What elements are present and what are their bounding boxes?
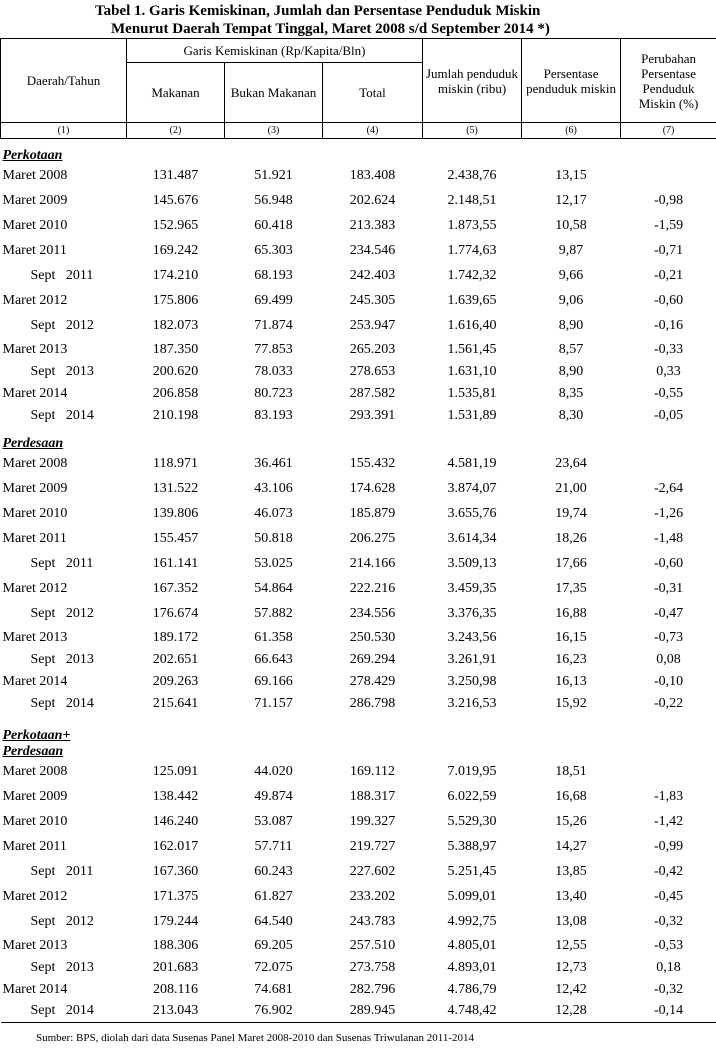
- makanan-cell: 201.683: [152, 959, 199, 975]
- persentase-cell: 8,30: [558, 407, 584, 423]
- jumlah-cell: 5.388,97: [447, 839, 497, 854]
- table-row: [1, 361, 716, 383]
- makanan-cell: 125.091: [152, 764, 199, 779]
- jumlah-cell: 3.261,91: [447, 651, 497, 667]
- jumlah-cell: 3.243,56: [447, 629, 497, 645]
- row-label: Maret 2013: [2, 341, 68, 357]
- jumlah-cell: 3.376,35: [447, 606, 497, 621]
- perubahan-cell: 0,33: [656, 363, 681, 379]
- table-row: [1, 527, 716, 552]
- persentase-cell: 8,35: [558, 385, 584, 401]
- total-cell: 169.112: [350, 764, 395, 779]
- makanan-cell: 182.073: [152, 318, 199, 333]
- row-label: Maret 2009: [2, 789, 68, 804]
- header-region: Daerah/Tahun: [1, 39, 127, 123]
- header-perubahan: Perubahan Persentase Penduduk Miskin (%): [621, 39, 716, 123]
- total-cell: 222.216: [349, 581, 396, 596]
- source-note: Sumber: BPS, diolah dari data Susenas Panel Maret 2008-2010 dan Susenas Triwulanan 2011-2014: [36, 1032, 475, 1044]
- table-row: [1, 810, 716, 835]
- jumlah-cell: 1.531,89: [447, 407, 497, 423]
- row-label: Maret 2009: [2, 193, 68, 208]
- table-row: [1, 339, 716, 361]
- total-cell: 257.510: [349, 937, 396, 953]
- total-cell: 213.383: [349, 218, 396, 233]
- bukan-makanan-cell: 83.193: [254, 407, 293, 423]
- bukan-makanan-cell: 77.853: [254, 341, 293, 357]
- makanan-cell: 138.442: [152, 789, 199, 804]
- table-row: [1, 289, 716, 314]
- total-cell: 206.275: [349, 531, 396, 546]
- makanan-cell: 131.487: [152, 168, 199, 183]
- perubahan-cell: -0,60: [653, 556, 684, 571]
- section-label: Perdesaan: [2, 435, 64, 451]
- jumlah-cell: 1.873,55: [447, 218, 497, 233]
- row-label: Sept 2012: [30, 914, 94, 929]
- makanan-cell: 213.043: [127, 1001, 225, 1023]
- total-cell: 269.294: [349, 651, 396, 667]
- perubahan-cell: -0,42: [653, 864, 684, 879]
- makanan-cell: 118.971: [153, 456, 198, 471]
- table-row: [1, 189, 716, 214]
- section-label: Perkotaan: [2, 147, 63, 163]
- perubahan-cell: -0,32: [653, 981, 684, 997]
- table-row: [1, 835, 716, 860]
- persentase-cell: 16,88: [555, 606, 587, 621]
- perubahan-cell: [621, 760, 716, 785]
- jumlah-cell: 1.639,65: [447, 293, 497, 308]
- total-cell: 245.305: [349, 293, 396, 308]
- table-row: [1, 671, 716, 693]
- table-title-line1: Tabel 1. Garis Kemiskinan, Jumlah dan Persentase Penduduk Miskin: [95, 3, 541, 19]
- table-row: [1, 979, 716, 1001]
- bukan-makanan-cell: 44.020: [254, 764, 293, 779]
- persentase-cell: 16,13: [555, 673, 587, 689]
- table-body: [1, 139, 716, 1023]
- bukan-makanan-cell: 57.711: [254, 839, 293, 854]
- makanan-cell: 145.676: [152, 193, 199, 208]
- row-label: Sept 2012: [30, 318, 94, 333]
- row-label: Sept 2011: [30, 268, 94, 283]
- table-row: [1, 627, 716, 649]
- persentase-cell: 14,27: [555, 839, 587, 854]
- perubahan-cell: -1,48: [653, 531, 684, 546]
- bukan-makanan-cell: 49.874: [254, 789, 293, 804]
- perubahan-cell: -0,55: [653, 385, 684, 401]
- total-cell: 242.403: [349, 268, 396, 283]
- col-number: (7): [621, 123, 716, 139]
- table-row: [1, 502, 716, 527]
- jumlah-cell: 3.459,35: [447, 581, 497, 596]
- bukan-makanan-cell: 69.166: [254, 673, 293, 689]
- makanan-cell: 155.457: [152, 531, 199, 546]
- jumlah-cell: 1.561,45: [447, 341, 497, 357]
- total-cell: 183.408: [349, 168, 396, 183]
- jumlah-cell: 3.216,53: [447, 695, 497, 711]
- row-label: Maret 2013: [2, 629, 68, 645]
- total-cell: 287.582: [349, 385, 396, 401]
- perubahan-cell: -0,22: [653, 695, 684, 711]
- bukan-makanan-cell: 54.864: [254, 581, 293, 596]
- bukan-makanan-cell: 69.205: [254, 937, 293, 953]
- table-row: [1, 602, 716, 627]
- row-label: Maret 2012: [2, 581, 68, 596]
- jumlah-cell: 1.616,40: [447, 318, 497, 333]
- col-number: (6): [522, 123, 621, 139]
- row-label: Sept 2011: [30, 556, 94, 571]
- persentase-cell: 18,51: [555, 764, 587, 779]
- bukan-makanan-cell: 76.902: [225, 1001, 323, 1023]
- total-cell: 155.432: [349, 456, 396, 471]
- total-cell: 234.546: [349, 243, 396, 258]
- perubahan-cell: -1,83: [653, 789, 684, 804]
- bukan-makanan-cell: 71.157: [254, 695, 293, 711]
- bukan-makanan-cell: 69.499: [254, 293, 293, 308]
- perubahan-cell: -0,32: [653, 914, 684, 929]
- persentase-cell: 17,35: [555, 581, 587, 596]
- persentase-cell: 12,17: [555, 193, 587, 208]
- jumlah-cell: 3.509,13: [447, 556, 497, 571]
- table-row: [1, 164, 716, 189]
- total-cell: 250.530: [349, 629, 396, 645]
- row-label: Sept 2014: [30, 407, 94, 423]
- persentase-cell: 19,74: [555, 506, 587, 521]
- makanan-cell: 202.651: [152, 651, 199, 667]
- jumlah-cell: 4.893,01: [447, 959, 497, 975]
- persentase-cell: 15,92: [555, 695, 587, 711]
- perubahan-cell: -1,59: [653, 218, 684, 233]
- persentase-cell: 16,68: [555, 789, 587, 804]
- jumlah-cell: 4.992,75: [447, 914, 497, 929]
- persentase-cell: 13,40: [555, 889, 587, 904]
- jumlah-cell: 4.748,42: [423, 1001, 522, 1023]
- jumlah-cell: 5.251,45: [447, 864, 497, 879]
- perubahan-cell: -0,14: [621, 1001, 716, 1023]
- table-row: [1, 885, 716, 910]
- row-label: Maret 2011: [2, 531, 67, 546]
- perubahan-cell: -0,16: [653, 318, 684, 333]
- jumlah-cell: 4.805,01: [447, 937, 497, 953]
- row-label: Sept 2014: [1, 1001, 127, 1023]
- table-row: [1, 477, 716, 502]
- table-row: [1, 239, 716, 264]
- table-row: [1, 935, 716, 957]
- total-cell: 185.879: [349, 506, 396, 521]
- persentase-cell: 12,28: [522, 1001, 621, 1023]
- makanan-cell: 187.350: [152, 341, 199, 357]
- bukan-makanan-cell: 53.087: [254, 814, 293, 829]
- persentase-cell: 15,26: [555, 814, 587, 829]
- bukan-makanan-cell: 50.818: [254, 531, 293, 546]
- bukan-makanan-cell: 57.882: [254, 606, 293, 621]
- perubahan-cell: -0,98: [653, 193, 684, 208]
- persentase-cell: 16,15: [555, 629, 587, 645]
- perubahan-cell: -0,10: [653, 673, 684, 689]
- makanan-cell: 188.306: [152, 937, 199, 953]
- table-row: [1, 760, 716, 785]
- total-cell: 202.624: [349, 193, 396, 208]
- persentase-cell: 8,57: [558, 341, 584, 357]
- persentase-cell: 17,66: [555, 556, 587, 571]
- table-title-line2: Menurut Daerah Tempat Tinggal, Maret 2008 s/d September 2014 *): [111, 21, 550, 37]
- col-number: (2): [127, 123, 225, 139]
- perubahan-cell: [621, 452, 716, 477]
- perubahan-cell: -0,33: [653, 341, 684, 357]
- total-cell: 233.202: [349, 889, 396, 904]
- bukan-makanan-cell: 66.643: [254, 651, 293, 667]
- makanan-cell: 210.198: [152, 407, 199, 423]
- makanan-cell: 167.360: [152, 864, 199, 879]
- table-row: [1, 452, 716, 477]
- makanan-cell: 200.620: [152, 363, 199, 379]
- jumlah-cell: 3.874,07: [447, 481, 497, 496]
- makanan-cell: 139.806: [152, 506, 199, 521]
- total-cell: 243.783: [349, 914, 396, 929]
- total-cell: 188.317: [349, 789, 396, 804]
- persentase-cell: 16,23: [555, 651, 587, 667]
- jumlah-cell: 6.022,59: [447, 789, 497, 804]
- perubahan-cell: -2,64: [653, 481, 684, 496]
- header-makanan: Makanan: [127, 63, 225, 123]
- persentase-cell: 9,87: [558, 243, 584, 258]
- bukan-makanan-cell: 46.073: [254, 506, 293, 521]
- table-row: [1, 957, 716, 979]
- table-row: [1, 552, 716, 577]
- row-label: Maret 2008: [2, 456, 68, 471]
- bukan-makanan-cell: 80.723: [254, 385, 293, 401]
- persentase-cell: 9,06: [558, 293, 584, 308]
- jumlah-cell: 1.742,32: [447, 268, 497, 283]
- makanan-cell: 208.116: [153, 981, 198, 997]
- section-label: Perkotaan+ Perdesaan: [2, 727, 71, 759]
- persentase-cell: 12,73: [555, 959, 587, 975]
- bukan-makanan-cell: 71.874: [254, 318, 293, 333]
- col-number: (5): [423, 123, 522, 139]
- makanan-cell: 189.172: [152, 629, 199, 645]
- row-label: Maret 2011: [2, 839, 67, 854]
- makanan-cell: 167.352: [152, 581, 199, 596]
- col-number: (3): [225, 123, 323, 139]
- perubahan-cell: -0,31: [653, 581, 684, 596]
- jumlah-cell: 2.148,51: [447, 193, 497, 208]
- makanan-cell: 171.375: [152, 889, 199, 904]
- perubahan-cell: -1,42: [653, 814, 684, 829]
- jumlah-cell: 1.535,81: [447, 385, 497, 401]
- perubahan-cell: -0,05: [653, 407, 684, 423]
- row-label: Maret 2011: [2, 243, 67, 258]
- table-row: [1, 785, 716, 810]
- section-header-row: [1, 427, 716, 452]
- bukan-makanan-cell: 36.461: [254, 456, 293, 471]
- row-label: Sept 2013: [30, 363, 94, 379]
- perubahan-cell: -0,47: [653, 606, 684, 621]
- jumlah-cell: 1.631,10: [447, 363, 497, 379]
- row-label: Maret 2010: [2, 814, 68, 829]
- makanan-cell: 206.858: [152, 385, 199, 401]
- persentase-cell: 8,90: [558, 318, 584, 333]
- perubahan-cell: -1,26: [653, 506, 684, 521]
- header-bukan-makanan: Bukan Makanan: [225, 63, 323, 123]
- persentase-cell: 12,42: [555, 981, 587, 997]
- makanan-cell: 174.210: [152, 268, 199, 283]
- jumlah-cell: 7.019,95: [447, 764, 497, 779]
- persentase-cell: 10,58: [555, 218, 587, 233]
- row-label: Maret 2014: [2, 981, 68, 997]
- makanan-cell: 169.242: [152, 243, 199, 258]
- bukan-makanan-cell: 61.827: [254, 889, 293, 904]
- row-label: Sept 2013: [30, 959, 94, 975]
- total-cell: 219.727: [349, 839, 396, 854]
- jumlah-cell: 3.655,76: [447, 506, 497, 521]
- jumlah-cell: 5.529,30: [447, 814, 497, 829]
- table-row: [1, 693, 716, 715]
- row-label: Sept 2012: [30, 606, 94, 621]
- total-cell: 234.556: [349, 606, 396, 621]
- row-label: Sept 2013: [30, 651, 94, 667]
- makanan-cell: 161.141: [152, 556, 199, 571]
- col-number: (4): [323, 123, 423, 139]
- row-label: Sept 2011: [30, 864, 94, 879]
- bukan-makanan-cell: 60.418: [254, 218, 293, 233]
- perubahan-cell: -0,53: [653, 937, 684, 953]
- bukan-makanan-cell: 61.358: [254, 629, 293, 645]
- persentase-cell: 13,15: [555, 168, 587, 183]
- persentase-cell: 9,66: [558, 268, 584, 283]
- bukan-makanan-cell: 74.681: [254, 981, 293, 997]
- jumlah-cell: 2.438,76: [447, 168, 497, 183]
- bukan-makanan-cell: 56.948: [254, 193, 293, 208]
- perubahan-cell: -0,73: [653, 629, 684, 645]
- section-header-row: [1, 139, 716, 164]
- perubahan-cell: 0,08: [656, 651, 681, 667]
- row-label: Maret 2010: [2, 218, 68, 233]
- jumlah-cell: 3.250,98: [447, 673, 497, 689]
- total-cell: 227.602: [349, 864, 396, 879]
- table-row: [1, 405, 716, 427]
- bukan-makanan-cell: 65.303: [254, 243, 293, 258]
- makanan-cell: 179.244: [152, 914, 199, 929]
- bukan-makanan-cell: 53.025: [254, 556, 293, 571]
- perubahan-cell: -0,99: [653, 839, 684, 854]
- row-label: Sept 2014: [30, 695, 94, 711]
- perubahan-cell: -0,45: [653, 889, 684, 904]
- perubahan-cell: -0,71: [653, 243, 684, 258]
- total-cell: 289.945: [323, 1001, 423, 1023]
- bukan-makanan-cell: 68.193: [254, 268, 293, 283]
- total-cell: 278.653: [349, 363, 396, 379]
- makanan-cell: 152.965: [152, 218, 199, 233]
- row-label: Maret 2013: [2, 937, 68, 953]
- total-cell: 293.391: [349, 407, 396, 423]
- table-row: [1, 383, 716, 405]
- poverty-table: [0, 38, 716, 1023]
- persentase-cell: 12,55: [555, 937, 587, 953]
- bukan-makanan-cell: 78.033: [254, 363, 293, 379]
- total-cell: 214.166: [349, 556, 396, 571]
- header-total: Total: [323, 63, 423, 123]
- table-row: [1, 1001, 716, 1023]
- total-cell: 282.796: [349, 981, 396, 997]
- row-label: Maret 2014: [2, 385, 68, 401]
- jumlah-cell: 4.786,79: [447, 981, 497, 997]
- persentase-cell: 13,08: [555, 914, 587, 929]
- section-header-row: [1, 715, 716, 760]
- perubahan-cell: [621, 164, 716, 189]
- makanan-cell: 146.240: [152, 814, 199, 829]
- table-row: [1, 860, 716, 885]
- makanan-cell: 162.017: [152, 839, 199, 854]
- table-row: [1, 649, 716, 671]
- bukan-makanan-cell: 72.075: [254, 959, 293, 975]
- total-cell: 174.628: [349, 481, 396, 496]
- total-cell: 253.947: [349, 318, 396, 333]
- perubahan-cell: -0,21: [653, 268, 684, 283]
- persentase-cell: 13,85: [555, 864, 587, 879]
- persentase-cell: 8,90: [558, 363, 584, 379]
- total-cell: 286.798: [349, 695, 396, 711]
- header-garis-kemiskinan: Garis Kemiskinan (Rp/Kapita/Bln): [127, 39, 423, 63]
- table-row: [1, 314, 716, 339]
- persentase-cell: 23,64: [555, 456, 587, 471]
- makanan-cell: 209.263: [152, 673, 199, 689]
- table-row: [1, 910, 716, 935]
- persentase-cell: 18,26: [555, 531, 587, 546]
- bukan-makanan-cell: 64.540: [254, 914, 293, 929]
- persentase-cell: 21,00: [555, 481, 587, 496]
- col-number: (1): [1, 123, 127, 139]
- total-cell: 273.758: [349, 959, 396, 975]
- row-label: Maret 2012: [2, 293, 68, 308]
- row-label: Maret 2009: [2, 481, 68, 496]
- table-row: [1, 264, 716, 289]
- total-cell: 278.429: [349, 673, 396, 689]
- total-cell: 265.203: [349, 341, 396, 357]
- table-row: [1, 214, 716, 239]
- jumlah-cell: 4.581,19: [447, 456, 497, 471]
- row-label: Maret 2014: [2, 673, 68, 689]
- row-label: Maret 2008: [2, 764, 68, 779]
- table-row: [1, 577, 716, 602]
- bukan-makanan-cell: 60.243: [254, 864, 293, 879]
- header-jumlah: Jumlah penduduk miskin (ribu): [423, 39, 522, 123]
- makanan-cell: 131.522: [152, 481, 199, 496]
- total-cell: 199.327: [349, 814, 396, 829]
- header-persentase: Persentase penduduk miskin: [522, 39, 621, 123]
- jumlah-cell: 3.614,34: [447, 531, 497, 546]
- row-label: Maret 2008: [2, 168, 68, 183]
- makanan-cell: 176.674: [152, 606, 199, 621]
- makanan-cell: 215.641: [152, 695, 199, 711]
- bukan-makanan-cell: 43.106: [254, 481, 293, 496]
- perubahan-cell: 0,18: [656, 959, 681, 975]
- jumlah-cell: 1.774,63: [447, 243, 497, 258]
- perubahan-cell: -0,60: [653, 293, 684, 308]
- row-label: Maret 2012: [2, 889, 68, 904]
- bukan-makanan-cell: 51.921: [254, 168, 293, 183]
- jumlah-cell: 5.099,01: [447, 889, 497, 904]
- makanan-cell: 175.806: [152, 293, 199, 308]
- row-label: Maret 2010: [2, 506, 68, 521]
